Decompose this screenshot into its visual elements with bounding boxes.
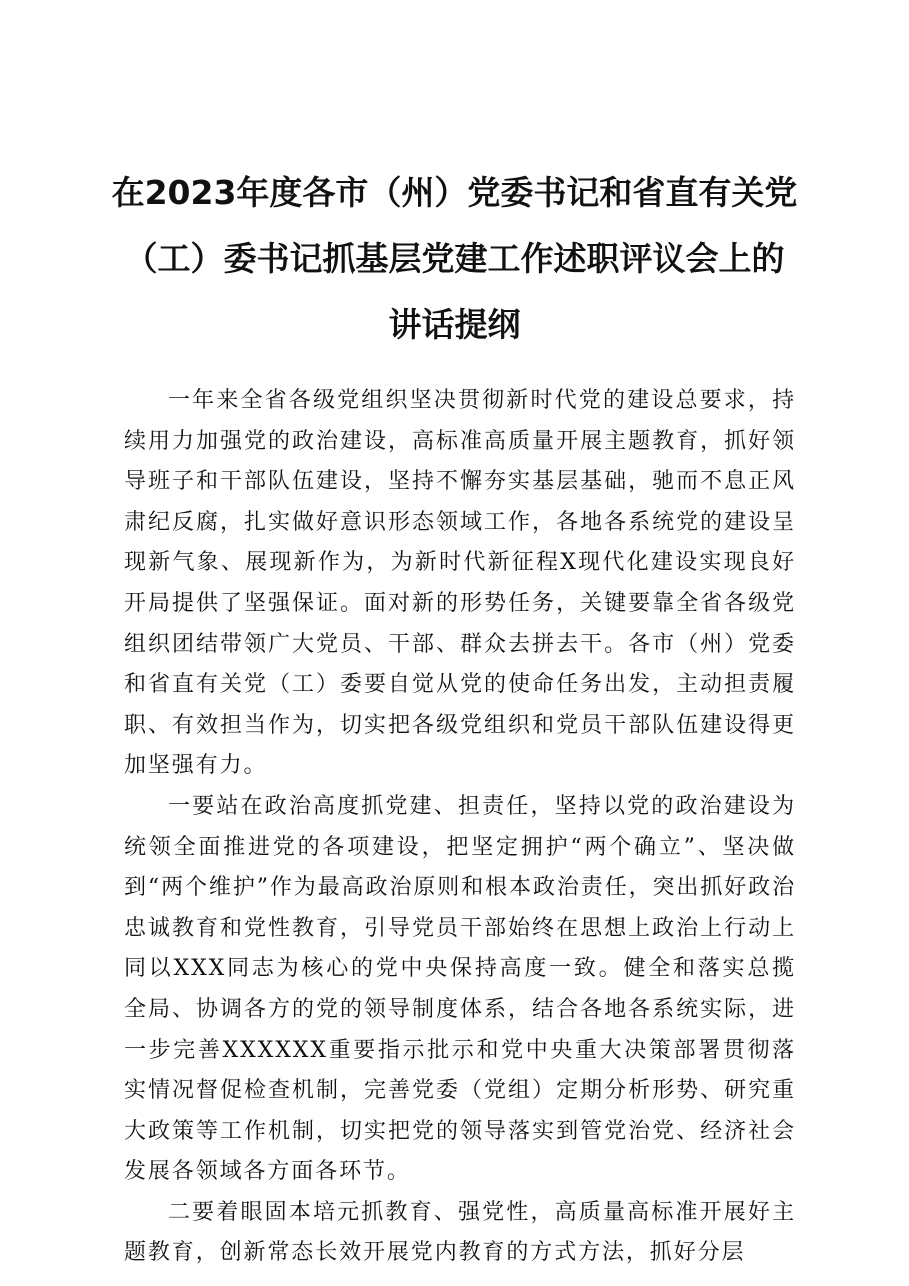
body-paragraph: 一要站在政治高度抓党建、担责任，坚持以党的政治建设为统领全面推进党的各项建设，把坚定拥护“两个确立”、坚决做到“两个维护”作为最高政治原则和根本政治责任，突出抓好政治忠诚教育和党性教育，引导党员干部始终在思想上政治上行动上同以XXX同志为核心的党中央保持高度一致。健全和落实总揽全局、协调各方的党的领导制度体系，结合各地各系统实际，进一步完善XXXXXX重要指示批示和党中央重大决策部署贯彻落实情况督促检查机制，完善党委（党组）定期分析形势、研究重大政策等工作机制，切实把党的领导落实到管党治党、经济社会发展各领域各方面各环节。 (124, 793, 796, 1185)
body-paragraph: 一年来全省各级党组织坚决贯彻新时代党的建设总要求，持续用力加强党的政治建设，高标准高质量开展主题教育，抓好领导班子和干部队伍建设，坚持不懈夯实基层基础，驰而不息正风肃纪反腐，扎实做好意识形态领域工作，各地各系统党的建设呈现新气象、展现新作为，为新时代新征程X现代化建设实现良好开局提供了坚强保证。面对新的形势任务，关键要靠全省各级党组织团结带领广大党员、干部、群众去拼去干。各市（州）党委和省直有关党（工）委要自觉从党的使命任务出发，主动担责履职、有效担当作为，切实把各级党组织和党员干部队伍建设得更加坚强有力。 (124, 388, 796, 779)
body-paragraph: 二要着眼固本培元抓教育、强党性，高质量高标准开展好主题教育，创新常态长效开展党内教育的方式方法，抓好分层 (124, 1199, 796, 1266)
document-title: 在2023年度各市（州）党委书记和省直有关党（工）委书记抓基层党建工作述职评议会上的讲话提纲 (111, 173, 798, 344)
document-body (124, 381, 796, 1274)
